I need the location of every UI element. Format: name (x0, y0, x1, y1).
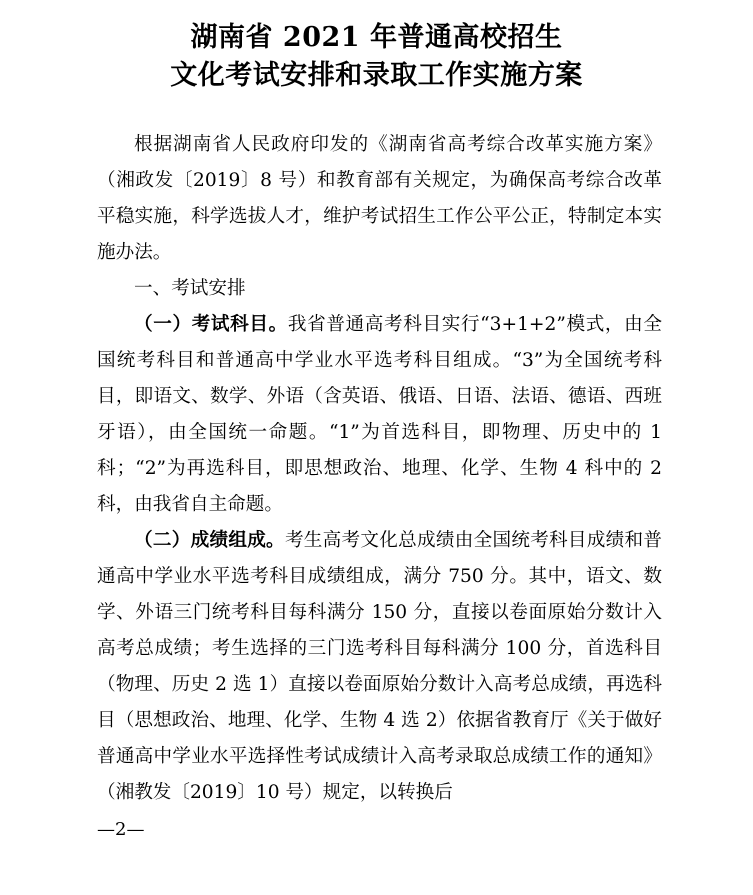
score-composition-text: 考生高考文化总成绩由全国统考科目成绩和普通高中学业水平选考科目成绩组成，满分 750 分。其中，语文、数学、外语三门统考科目每科满分 150 分，直接以卷面原始分数计入高考总成绩；考生选择的三门选考科目每科满分 100 分，首选科目（物理、历史 2 选 1）直接以卷面原始分数计入高考总成绩，再选科目（思想政治、地理、化学、生物 4 选 2）依据省教育厅《关于做好普通高中学业水平选择性考试成绩计入高考录取总成绩工作的通知》（湘教发〔2019〕10 号）规定，以转换后 (97, 530, 662, 803)
exam-subjects-label: （一）考试科目。 (134, 314, 288, 335)
document-title-line2: 文化考试安排和录取工作实施方案 (170, 60, 583, 91)
exam-subjects-text: 我省普通高考科目实行“3+1+2”模式，由全国统考科目和普通高中学业水平选考科目组成。“3”为全国统考科目，即语文、数学、外语（含英语、俄语、日语、法语、德语、西班牙语），由全国统一命题。“1”为首选科目，即物理、历史中的 1 科；“2”为再选科目，即思想政治、地理、化学、生物 4 科中的 2 科，由我省自主命题。 (97, 314, 662, 515)
score-composition-label: （二）成绩组成。 (134, 530, 285, 551)
page-number: —2— (97, 819, 145, 840)
score-composition-paragraph (97, 523, 662, 811)
section-heading: 一、考试安排 (134, 278, 246, 299)
document-title-line1: 湖南省 2021 年普通高校招生 (190, 22, 563, 53)
exam-subjects-paragraph (97, 307, 662, 523)
intro-paragraph: 根据湖南省人民政府印发的《湖南省高考综合改革实施方案》（湘政发〔2019〕8 号）和教育部有关规定，为确保高考综合改革平稳实施，科学选拔人才，维护考试招生工作公平公正，特制定本实施办法。 (97, 134, 662, 263)
